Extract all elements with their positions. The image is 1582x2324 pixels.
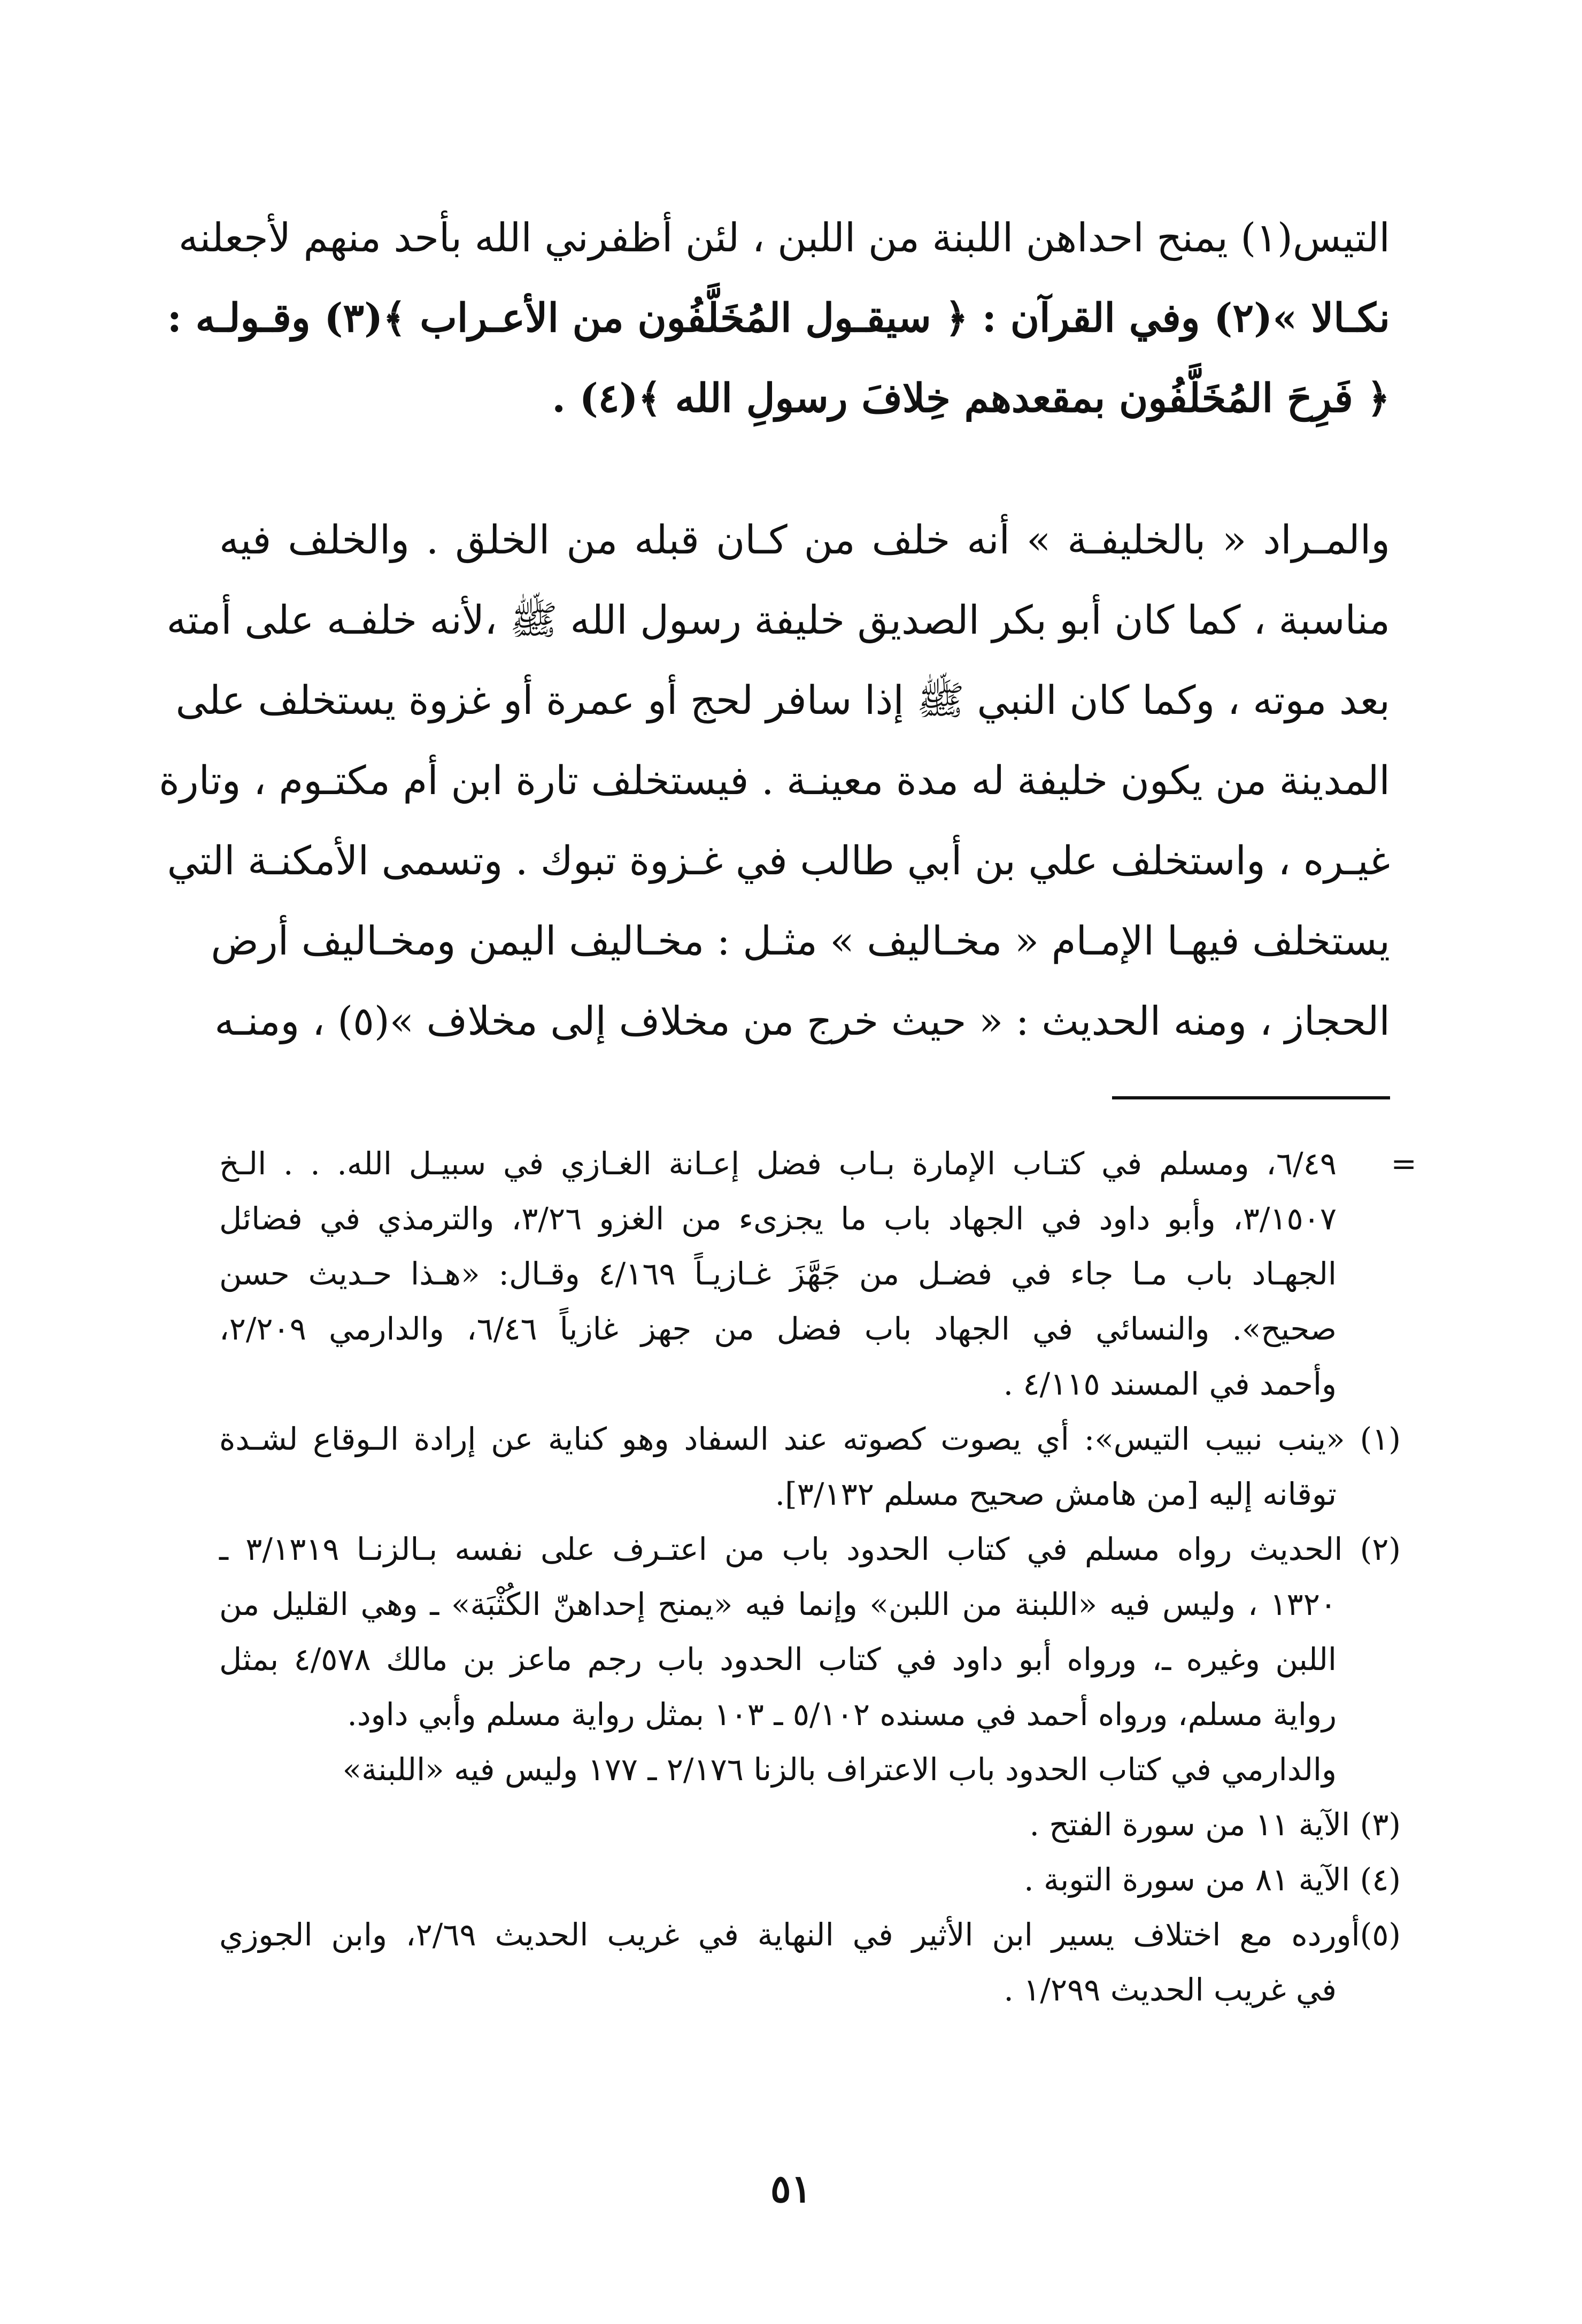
main-line: الحجاز ، ومنه الحديث : « حيث خرج من مخلاف إلى مخلاف »(٥) ، ومنـه: [214, 998, 1390, 1044]
footnote-line: (٣) الآية ١١ من سورة الفتح .: [1029, 1806, 1401, 1843]
footnote-line: (٢) الحديث رواه مسلم في كتاب الحدود باب من اعتـرف على نفسه بـالزنـا ٣/١٣١٩ ـ: [219, 1531, 1401, 1567]
footnote-1: [219, 1412, 1401, 1522]
footnote-line: وأحمد في المسند ٤/١١٥ .: [1003, 1366, 1337, 1402]
main-paragraph-2: [159, 500, 1390, 1061]
footnote-separator: [1112, 1096, 1390, 1099]
footnote-line: ٦/٤٩، ومسلم في كتـاب الإمارة بـاب فضل إعـانة الغـازي في سبيـل الله. . . الـخ: [219, 1145, 1337, 1182]
footnote-line: ٣/١٥٠٧، وأبو داود في الجهاد باب ما يجزىء من الغزو ٣/٢٦، والترمذي في فضائل: [219, 1201, 1337, 1237]
footnote-line: في غريب الحديث ١/٢٩٩ .: [1004, 1972, 1337, 2008]
footnote-5: [219, 1907, 1401, 2018]
main-line: يستخلف فيهـا الإمـام « مخـاليف » مثـل : مخـاليف اليمن ومخـاليف أرض: [211, 918, 1390, 964]
footnote-line: (٥)أورده مع اختلاف يسير ابن الأثير في النهاية في غريب الحديث ٢/٦٩، وابن الجوزي: [219, 1917, 1401, 1953]
main-line: غيـره ، واستخلف علي بن أبي طالب في غـزوة تبوك . وتسمى الأمكنـة التي: [167, 838, 1390, 884]
main-line: المدينة من يكون خليفة له مدة معينـة . فيستخلف تارة ابن أم مكتـوم ، وتارة: [159, 758, 1390, 804]
footnote-line: ١٣٢٠ ، وليس فيه «اللبنة من اللبن» وإنما فيه «يمنح إحداهنّ الكُثْبَة» ـ وهي القليل من: [219, 1586, 1337, 1622]
main-line: نكـالا »(٢) وفي القرآن : ﴿ سيقـول المُخَلَّفُون من الأعـراب ﴾(٣) وقـولـه :: [167, 295, 1390, 341]
footnote-line: توقانه إليه [من هامش صحيح مسلم ٣/١٣٢].: [775, 1476, 1337, 1512]
footnote-continuation: [219, 1136, 1401, 1412]
main-paragraph-1: [167, 198, 1390, 438]
continuation-marker: =: [1391, 1145, 1417, 1182]
footnote-line: والدارمي في كتاب الحدود باب الاعتراف بالزنا ٢/١٧٦ ـ ١٧٧ وليس فيه «اللبنة»: [342, 1751, 1337, 1788]
footnote-3: [219, 1797, 1401, 1852]
footnote-line: (٤) الآية ٨١ من سورة التوبة .: [1024, 1861, 1401, 1898]
footnote-line: الجهـاد باب مـا جاء في فضـل من جَهَّزَ غـازيـاً ٤/١٦٩ وقـال: «هـذا حـديث حسن: [219, 1256, 1337, 1292]
main-line: والمـراد « بالخليفـة » أنه خلف من كـان قبله من الخلق . والخلف فيه: [219, 517, 1390, 563]
footnote-4: [219, 1852, 1401, 1907]
footnote-line: اللبن وغيره ـ، ورواه أبو داود في كتاب الحدود باب رجم ماعز بن مالك ٤/٥٧٨ بمثل: [219, 1641, 1337, 1677]
footnote-line: (١) «ينب نبيب التيس»: أي يصوت كصوته عند السفاد وهو كناية عن إرادة الـوقاع لشـدة: [219, 1421, 1401, 1457]
page-number: ٥١: [770, 2166, 812, 2211]
main-line: التيس(١) يمنح احداهن اللبنة من اللبن ، لئن أظفرني الله بأحد منهم لأجعلنه: [178, 215, 1390, 261]
main-line: مناسبة ، كما كان أبو بكر الصديق خليفة رسول الله ﷺ ،لأنه خلفـه على أمته: [166, 597, 1390, 643]
footnote-line: رواية مسلم، ورواه أحمد في مسنده ٥/١٠٢ ـ ١٠٣ بمثل رواية مسلم وأبي داود.: [347, 1696, 1337, 1733]
footnote-line: صحيح». والنسائي في الجهاد باب فضل من جهز غازياً ٦/٤٦، والدارمي ٢/٢٠٩،: [219, 1311, 1337, 1347]
footnote-2: [219, 1522, 1401, 1797]
footnotes: [219, 1136, 1417, 2018]
main-line: بعد موته ، وكما كان النبي ﷺ إذا سافر لحج أو عمرة أو غزوة يستخلف على: [175, 678, 1390, 724]
main-line: ﴿ فَرِحَ المُخَلَّفُون بمقعدهم خِلافَ رسولِ الله ﴾(٤) .: [552, 375, 1390, 421]
